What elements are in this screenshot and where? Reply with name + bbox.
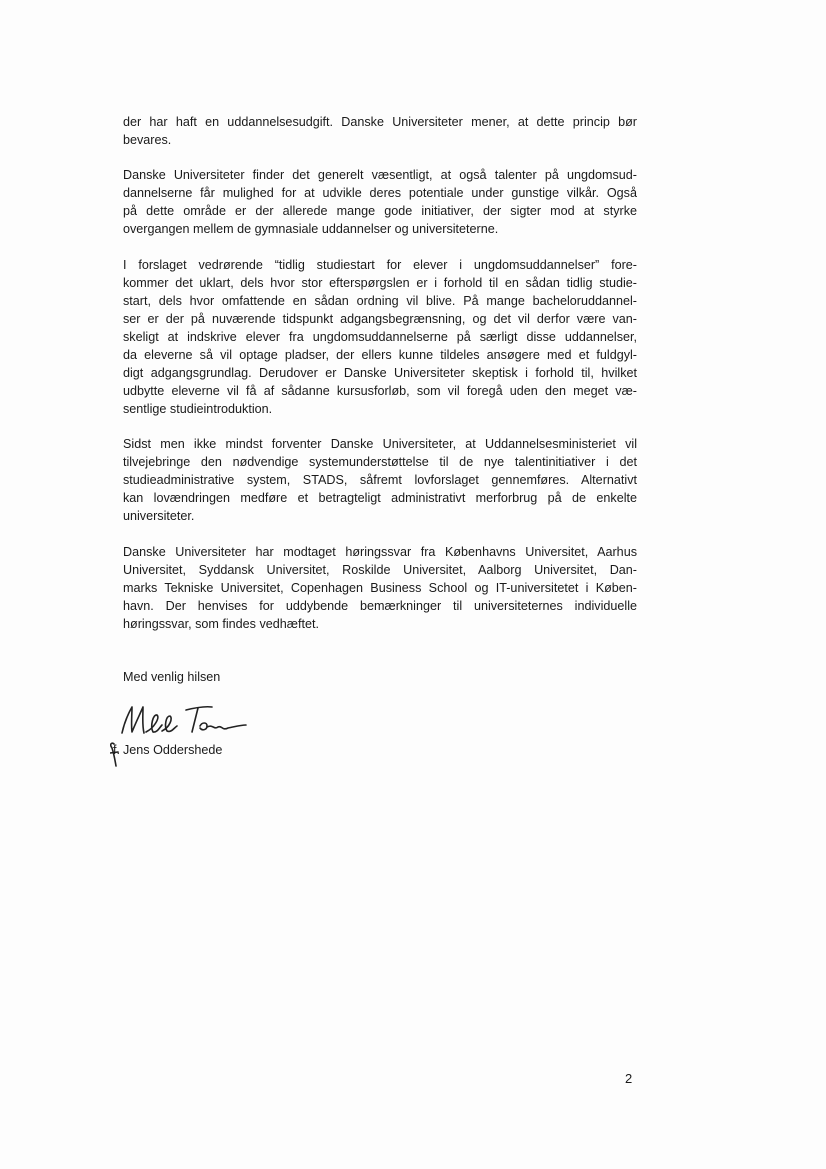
body-text-line: kan lovændringen medføre et betragteligt administrativt merforbrug på de enkelte [123,491,637,505]
body-text-line: Danske Universiteter finder det generelt væsentligt, at også talenter på ungdomsud- [123,168,637,182]
body-text-line: start, dels hvor omfattende en sådan ordning vil blive. På mange bacheloruddannel- [123,294,637,308]
body-text-line: overgangen mellem de gymnasiale uddannelser og universiteterne. [123,222,499,236]
signatory-name: Jens Oddershede [123,743,223,757]
body-text-line: Danske Universiteter har modtaget høringssvar fra Københavns Universitet, Aarhus [123,545,637,559]
body-text-line: universiteter. [123,509,195,523]
body-text-line: digt adgangsgrundlag. Derudover er Danske Universiteter skeptisk i forhold til, hvilket [123,366,637,380]
body-text-line: dannelserne får mulighed for at udvikle deres potentiale under gunstige vilkår. Også [123,186,637,200]
body-text-line: studieadministrative system, STADS, såfremt lovforslaget gennemføres. Alternativt [123,473,637,487]
body-text-line: høringssvar, som findes vedhæftet. [123,617,319,631]
body-text-line: marks Tekniske Universitet, Copenhagen Business School og IT-universitetet i Køben- [123,581,637,595]
page-number: 2 [625,1071,633,1086]
body-text-line: udbytte eleverne vil få af sådanne kursusforløb, som vil foregå uden den meget væ- [123,384,637,398]
handwritten-signature [110,700,250,770]
body-text-line: sentlige studieintroduktion. [123,402,273,416]
body-text-line: Universitet, Syddansk Universitet, Roskilde Universitet, Aalborg Universitet, Dan- [123,563,637,577]
body-text-line: tilvejebringe den nødvendige systemunderstøttelse til de nye talentinitiativer i det [123,455,637,469]
body-text-line: da eleverne så vil optage pladser, der ellers kunne tildeles ansøgere med et fuldgyl- [123,348,637,362]
body-text-line: bevares. [123,133,172,147]
signatory-prefix: f. [113,743,120,757]
body-text-line: ser er der på nuværende tidspunkt adgangsbegrænsning, og det vil derfor være van- [123,312,637,326]
body-text-line: I forslaget vedrørende “tidlig studiestart for elever i ungdomsuddannelser” fore- [123,258,637,272]
body-text-line: på dette område er der allerede mange gode initiativer, der sigter mod at styrke [123,204,637,218]
body-text-line: skeligt at indskrive elever fra ungdomsuddannelserne på særligt disse uddannelser, [123,330,637,344]
closing-text: Med venlig hilsen [123,670,221,684]
body-text-line: kommer det uklart, dels hvor stor efterspørgslen er i forhold til en sådan tidlig studie- [123,276,637,290]
body-text-line: havn. Der henvises for uddybende bemærkninger til universiteternes individuelle [123,599,637,613]
body-text-line: Sidst men ikke mindst forventer Danske Universiteter, at Uddannelsesministeriet vil [123,437,637,451]
body-text-line: der har haft en uddannelsesudgift. Danske Universiteter mener, at dette princip bør [123,115,637,129]
